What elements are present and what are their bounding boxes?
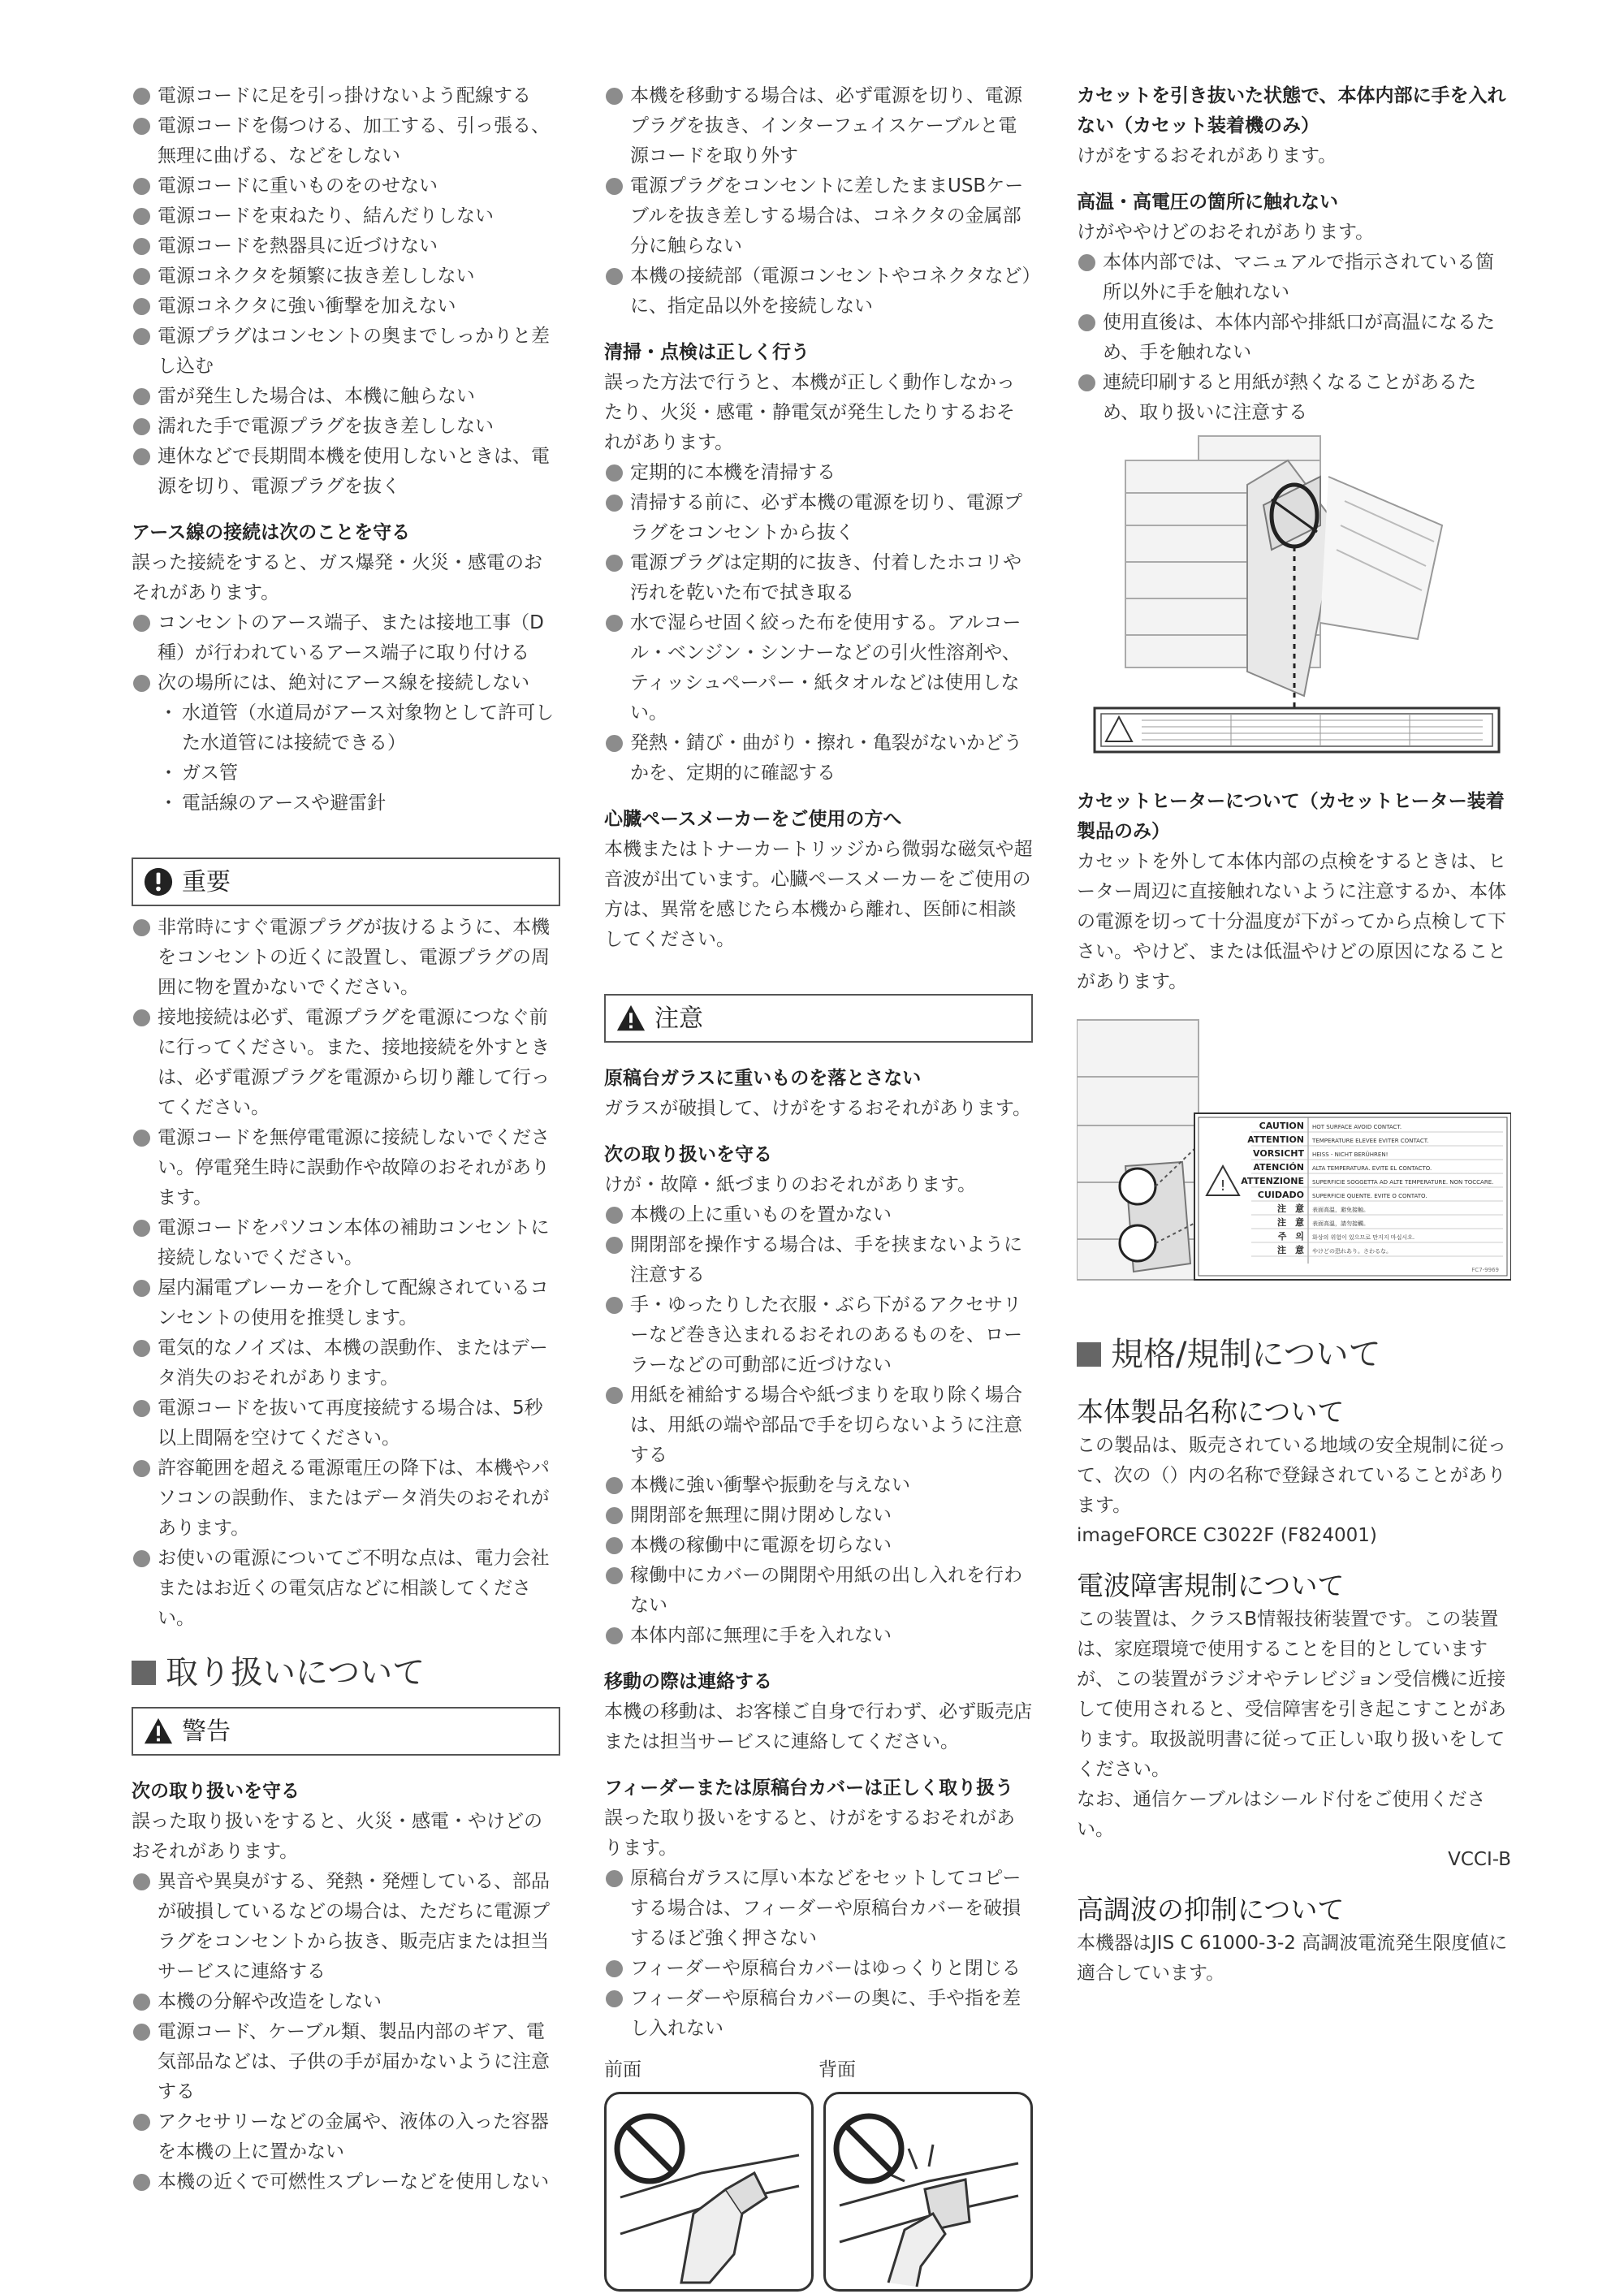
label-row-text: HEISS - NICHT BERÜHREN!	[1312, 1151, 1389, 1158]
important-list	[132, 913, 560, 1634]
label-row-title: 注 意	[1277, 1245, 1304, 1255]
clean-text: 誤った方法で行うと、本機が正しく動作しなかったり、火災・感電・静電気が発生したりするおそれがあります。	[604, 372, 1015, 453]
list-item: 本体内部では、マニュアルで指示されている箇所以外に手を触れない	[1077, 248, 1511, 308]
radio-text: この装置は、クラスB情報技術装置です。この装置は、家庭環境で使用することを目的としていますが、この装置がラジオやテレビジョン受信機に近接して使用されると、受信障害を引き起こすことがあります。取扱説明書に従って正しい取り扱いをしてください。	[1077, 1609, 1506, 1780]
label-row-title: CUIDADO	[1257, 1190, 1304, 1200]
earth-sublist	[132, 698, 560, 819]
cassette-text: けがをするおそれがあります。	[1077, 145, 1337, 166]
list-item: 電源プラグはコンセントの奥までしっかりと差し込む	[132, 322, 560, 382]
pacemaker-text: 本機またはトナーカートリッジから微弱な磁気や超音波が出ています。心臓ペースメーカーをご使用の方は、異常を感じたら本機から離れ、医師に相談してください。	[604, 839, 1033, 950]
cassette-heater-label-illustration	[1077, 1004, 1511, 1296]
section-square-icon	[132, 1661, 156, 1685]
power-cord-list	[132, 81, 560, 502]
list-item: 電源コードを抜いて再度接続する場合は、5秒以上間隔を空けてください。	[132, 1393, 560, 1454]
label-row-text: ALTA TEMPERATURA. EVITE EL CONTACTO.	[1312, 1165, 1432, 1172]
list-item: 電源コネクタに強い衝撃を加えない	[132, 292, 560, 322]
list-item: 電源コードに足を引っ掛けないよう配線する	[132, 81, 560, 111]
product-text: この製品は、販売されている地域の安全規制に従って、次の（）内の名称で登録されていることがあります。	[1077, 1435, 1506, 1516]
label-row-text: やけどの恐れあり。さわるな。	[1312, 1248, 1392, 1255]
front-prohibited-hand-illustration	[604, 2092, 814, 2292]
label-code: FC7-9969	[1471, 1267, 1499, 1273]
list-item: 本機の接続部（電源コンセントやコネクタなど）に、指定品以外を接続しない	[604, 261, 1033, 322]
warning-triangle-icon	[143, 1716, 174, 1747]
label-row-title: VORSICHT	[1253, 1148, 1304, 1159]
label-row-title: CAUTION	[1259, 1121, 1304, 1131]
list-item: 稼働中にカバーの開閉や用紙の出し入れを行わない	[604, 1561, 1033, 1621]
list-item: 接地接続は必ず、電源プラグを電源につなぐ前に行ってください。また、接地接続を外すときは、必ず電源プラグを電源から切り離して行ってください。	[132, 1003, 560, 1123]
list-item: 開閉部を操作する場合は、手を挟まないように注意する	[604, 1230, 1033, 1290]
label-row-title: 주 의	[1277, 1231, 1304, 1242]
radio-heading: 電波障害規制について	[1077, 1570, 1345, 1601]
label-row-text: 화상의 위험이 있으므로 만지지 마십시오.	[1312, 1234, 1415, 1241]
label-row-text: SUPERFICIE SOGGETTA AD ALTE TEMPERATURE. NON TOCCARE.	[1312, 1179, 1494, 1186]
glass-text: ガラスが破損して、けがをするおそれがあります。	[604, 1098, 1032, 1119]
back-prohibited-hand-illustration	[823, 2092, 1033, 2292]
label-row-text: TEMPERATURE ELEVEE EVITER CONTACT.	[1312, 1138, 1429, 1144]
list-item: 本体内部に無理に手を入れない	[604, 1621, 1033, 1651]
label-row-title: 注 意	[1277, 1203, 1304, 1214]
handling-section-heading	[132, 1650, 560, 1696]
clean-heading: 清掃・点検は正しく行う	[604, 342, 810, 363]
list-item: 電源コードをパソコン本体の補助コンセントに接続しないでください。	[132, 1213, 560, 1273]
label-row-title: 注 意	[1277, 1217, 1304, 1228]
svg-text:!: !	[1220, 1177, 1226, 1195]
label-row-title: ATTENZIONE	[1241, 1176, 1304, 1186]
front-label: 前面	[604, 2059, 641, 2080]
list-item: 次の場所には、絶対にアース線を接続しない	[132, 668, 560, 698]
list-item: 電源コードを傷つける、加工する、引っ張る、無理に曲げる、などをしない	[132, 111, 560, 171]
handling2-list	[604, 1200, 1033, 1651]
radio-text-2: なお、通信ケーブルはシールド付をご使用ください。	[1077, 1789, 1486, 1840]
heater-text: カセットを外して本体内部の点検をするときは、ヒーター周辺に直接触れないように注意するか、本体の電源を切って十分温度が下がってから点検して下さい。やけど、または低温やけどの原因になることがあります。	[1077, 851, 1506, 992]
list-item: 濡れた手で電源プラグを抜き差ししない	[132, 412, 560, 442]
handling-list	[132, 1867, 560, 2197]
harmonic-text: 本機器はJIS C 61000-3-2 高調波電流発生限度値に適合しています。	[1077, 1933, 1508, 1984]
sub-list-item: ・ 水道管（水道局がアース対象物として許可した水道管には接続できる）	[159, 698, 560, 758]
feeder-text: 誤った取り扱いをすると、けがをするおそれがあります。	[604, 1808, 1015, 1859]
list-item: 原稿台ガラスに厚い本などをセットしてコピーする場合は、フィーダーや原稿台カバーを破損するほど強く押さない	[604, 1864, 1033, 1954]
move-list	[604, 81, 1033, 322]
list-item: 電源コネクタを頻繁に抜き差ししない	[132, 261, 560, 292]
column-2	[604, 81, 1033, 2292]
product-name: imageFORCE C3022F (F824001)	[1077, 1525, 1377, 1546]
handling2-text: けが・故障・紙づまりのおそれがあります。	[604, 1174, 977, 1195]
harmonic-heading: 高調波の抑制について	[1077, 1894, 1345, 1925]
handling2-heading: 次の取り扱いを守る	[604, 1144, 772, 1165]
list-item: 用紙を補給する場合や紙づまりを取り除く場合は、用紙の端や部品で手を切らないように注意する	[604, 1380, 1033, 1471]
list-item: お使いの電源についてご不明な点は、電力会社またはお近くの電気店などに相談してください。	[132, 1544, 560, 1634]
earth-heading: アース線の接続は次のことを守る	[132, 522, 411, 543]
hot-list	[1077, 248, 1511, 428]
label-row-text: 表面高温，避免接触。	[1312, 1207, 1369, 1213]
list-item: 連続印刷すると用紙が熱くなることがあるため、取り扱いに注意する	[1077, 368, 1511, 428]
list-item: 屋内漏電ブレーカーを介して配線されているコンセントの使用を推奨します。	[132, 1273, 560, 1333]
earth-text: 誤った接続をすると、ガス爆発・火災・感電のおそれがあります。	[132, 552, 542, 603]
list-item: 手・ゆったりした衣服・ぶら下がるアクセサリーなど巻き込まれるおそれのあるものを、ローラーなどの可動部に近づけない	[604, 1290, 1033, 1380]
list-item: 開閉部を無理に開け閉めしない	[604, 1501, 1033, 1531]
caution-triangle-icon	[615, 1003, 646, 1034]
important-label: 重要	[182, 867, 231, 896]
list-item: 電気的なノイズは、本機の誤動作、またはデータ消失のおそれがあります。	[132, 1333, 560, 1393]
handling-text: 誤った取り扱いをすると、火災・感電・やけどのおそれがあります。	[132, 1811, 542, 1862]
sub-list-item: ・ ガス管	[159, 758, 560, 788]
important-icon	[143, 866, 174, 897]
label-row-text: SUPERFICIE QUENTE. EVITE O CONTATO.	[1312, 1193, 1427, 1199]
list-item: 連休などで長期間本機を使用しないときは、電源を切り、電源プラグを抜く	[132, 442, 560, 502]
list-item: 発熱・錆び・曲がり・擦れ・亀裂がないかどうかを、定期的に確認する	[604, 728, 1033, 788]
illustration-labels	[604, 2055, 1033, 2085]
handling-heading: 次の取り扱いを守る	[132, 1781, 300, 1802]
list-item: 異音や異臭がする、発熱・発煙している、部品が破損しているなどの場合は、ただちに電源プラグをコンセントから抜き、販売店または担当サービスに連絡する	[132, 1867, 560, 1987]
list-item: 使用直後は、本体内部や排紙口が高温になるため、手を触れない	[1077, 308, 1511, 368]
list-item: 雷が発生した場合は、本機に触らない	[132, 382, 560, 412]
important-box-header	[132, 858, 560, 906]
vcci-mark: VCCI-B	[1448, 1849, 1511, 1870]
section-square-icon	[1077, 1342, 1101, 1367]
list-item: 電源コードを無停電電源に接続しないでください。停電発生時に誤動作や故障のおそれがあります。	[132, 1123, 560, 1213]
heater-heading: カセットヒーターについて（カセットヒーター装着製品のみ）	[1077, 791, 1505, 842]
earth-list	[132, 608, 560, 698]
product-heading: 本体製品名称について	[1077, 1396, 1345, 1428]
feeder-heading: フィーダーまたは原稿台カバーは正しく取り扱う	[604, 1778, 1014, 1799]
label-row-text: HOT SURFACE AVOID CONTACT.	[1312, 1124, 1402, 1130]
hot-heading: 高温・高電圧の箇所に触れない	[1077, 192, 1338, 213]
list-item: アクセサリーなどの金属や、液体の入った容器を本機の上に置かない	[132, 2107, 560, 2167]
hot-text: けがややけどのおそれがあります。	[1077, 222, 1375, 243]
warning-box-header	[132, 1707, 560, 1756]
list-item: 電源プラグをコンセントに差したままUSBケーブルを抜き差しする場合は、コネクタの金属部分に触らない	[604, 171, 1033, 261]
label-row-title: ATTENTION	[1247, 1134, 1304, 1145]
list-item: コンセントのアース端子、または接地工事（D種）が行われているアース端子に取り付ける	[132, 608, 560, 668]
list-item: 本機に強い衝撃や振動を与えない	[604, 1471, 1033, 1501]
glass-heading: 原稿台ガラスに重いものを落とさない	[604, 1068, 922, 1089]
list-item: 電源コードに重いものをのせない	[132, 171, 560, 201]
list-item: 水で湿らせ固く絞った布を使用する。アルコール・ベンジン・シンナーなどの引火性溶剤や、ティッシュペーパー・紙タオルなどは使用しない。	[604, 608, 1033, 728]
label-row-text: 表面高溫，請勿接觸。	[1312, 1220, 1369, 1227]
list-item: 清掃する前に、必ず本機の電源を切り、電源プラグをコンセントから抜く	[604, 488, 1033, 548]
list-item: 電源コードを束ねたり、結んだりしない	[132, 201, 560, 231]
pacemaker-heading: 心臓ペースメーカーをご使用の方へ	[604, 809, 902, 830]
caution-label: 注意	[654, 1004, 703, 1033]
list-item: 本機を移動する場合は、必ず電源を切り、電源プラグを抜き、インターフェイスケーブルと電源コードを取り外す	[604, 81, 1033, 171]
move-heading: 移動の際は連絡する	[604, 1671, 772, 1692]
label-row-title: ATENCIÓN	[1253, 1162, 1304, 1173]
list-item: フィーダーや原稿台カバーの奥に、手や指を差し入れない	[604, 1984, 1033, 2044]
warning-label: 警告	[182, 1717, 231, 1746]
list-item: 許容範囲を超える電源電圧の降下は、本機やパソコンの誤動作、またはデータ消失のおそれがあります。	[132, 1454, 560, 1544]
feeder-list	[604, 1864, 1033, 2044]
list-item: 本機の稼働中に電源を切らない	[604, 1531, 1033, 1561]
move-text: 本機の移動は、お客様ご自身で行わず、必ず販売店または担当サービスに連絡してください。	[604, 1701, 1033, 1752]
list-item: 電源プラグは定期的に抜き、付着したホコリや汚れを乾いた布で拭き取る	[604, 548, 1033, 608]
clean-list	[604, 458, 1033, 788]
prohibition-illustrations	[604, 2092, 1033, 2292]
list-item: フィーダーや原稿台カバーはゆっくりと閉じる	[604, 1954, 1033, 1984]
list-item: 定期的に本機を清掃する	[604, 458, 1033, 488]
caution-box-header	[604, 994, 1033, 1043]
cassette-heading: カセットを引き抜いた状態で、本体内部に手を入れない（カセット装着機のみ）	[1077, 85, 1506, 136]
list-item: 本機の近くで可燃性スプレーなどを使用しない	[132, 2167, 560, 2197]
list-item: 本機の分解や改造をしない	[132, 1987, 560, 2017]
back-label: 背面	[818, 2059, 856, 2080]
list-item: 電源コード、ケーブル類、製品内部のギア、電気部品などは、子供の手が届かないように注意する	[132, 2017, 560, 2107]
list-item: 電源コードを熱器具に近づけない	[132, 231, 560, 261]
section-title: 規格/規制について	[1111, 1335, 1381, 1373]
sub-list-item: ・ 電話線のアースや避雷針	[159, 788, 560, 819]
list-item: 非常時にすぐ電源プラグが抜けるように、本機をコンセントの近くに設置し、電源プラグの周囲に物を置かないでください。	[132, 913, 560, 1003]
printer-hot-surface-illustration	[1077, 428, 1511, 761]
standards-section-heading	[1077, 1332, 1511, 1377]
column-3	[1077, 81, 1511, 1989]
section-title: 取り扱いについて	[166, 1653, 425, 1691]
column-1	[132, 81, 560, 2197]
list-item: 本機の上に重いものを置かない	[604, 1200, 1033, 1230]
